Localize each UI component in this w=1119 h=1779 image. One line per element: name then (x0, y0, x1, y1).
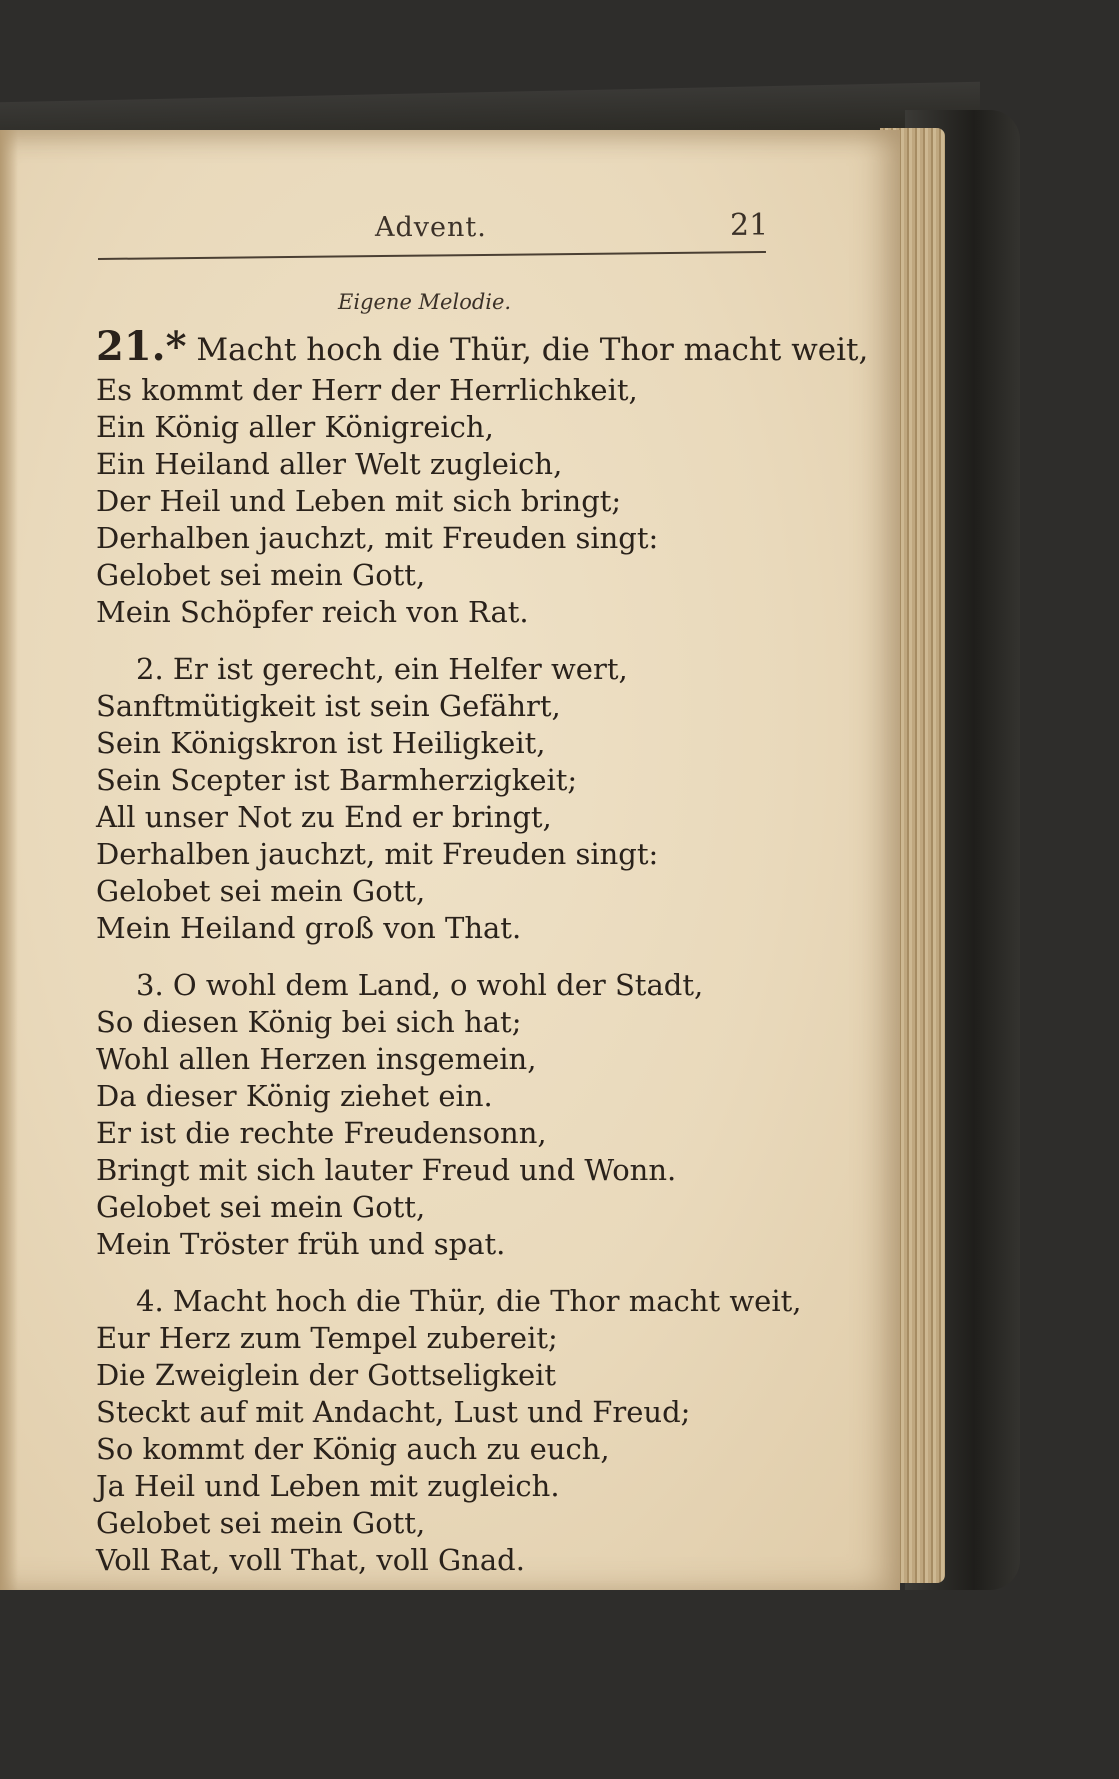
verse-line-text: Gelobet sei mein Gott, (96, 874, 426, 908)
verse-line (96, 1320, 796, 1357)
verse-line (96, 323, 869, 372)
verse-line (96, 1152, 796, 1189)
verse-line (96, 1468, 796, 1505)
verse-line (96, 1115, 796, 1152)
verse-line-text: Sein Königskron ist Heiligkeit, (96, 726, 546, 760)
verse-line-text: Mein Tröster früh und spat. (96, 1227, 506, 1261)
verse-line-text: Es kommt der Herr der Herrlichkeit, (96, 373, 638, 407)
verse-line-text: Sein Scepter ist Barmherzigkeit; (96, 763, 578, 797)
verse-number: 2. (136, 652, 164, 686)
verse-line (96, 1357, 796, 1394)
verse-line (96, 520, 796, 557)
verse-line (96, 836, 796, 873)
verse-line (96, 873, 796, 910)
verse-line (96, 1505, 796, 1542)
verse-line (96, 446, 796, 483)
verse-line-text: Wohl allen Herzen insgemein, (96, 1042, 537, 1076)
verse-line-text: Mein Heiland groß von That. (96, 911, 522, 945)
verse-line-text: So diesen König bei sich hat; (96, 1005, 522, 1039)
verse-line-text: Sanftmütigkeit ist sein Gefährt, (96, 689, 561, 723)
verse-line-text: Da dieser König ziehet ein. (96, 1079, 493, 1113)
verse-line (96, 967, 796, 1004)
verse-line-text: Ein König aller Königreich, (96, 410, 494, 444)
verse-line-text: Der Heil und Leben mit sich bringt; (96, 484, 622, 518)
verse-line (96, 1394, 796, 1431)
verse-line-text: Er ist gerecht, ein Helfer wert, (172, 652, 628, 686)
verse-line (96, 557, 796, 594)
verse-line (96, 910, 796, 947)
verse-line-text: Er ist die rechte Freudensonn, (96, 1116, 547, 1150)
verse (96, 651, 796, 947)
verse-line-text: Gelobet sei mein Gott, (96, 558, 426, 592)
verse-line-text: Ja Heil und Leben mit zugleich. (96, 1469, 560, 1503)
melody-note: Eigene Melodie. (338, 290, 512, 314)
verse-line-text: So kommt der König auch zu euch, (96, 1432, 610, 1466)
verse-line (96, 1004, 796, 1041)
verse-line-text: All unser Not zu End er bringt, (96, 800, 552, 834)
verse-line (96, 1542, 796, 1579)
verse-line (96, 409, 796, 446)
verse-line-text: Steckt auf mit Andacht, Lust und Freud; (96, 1395, 691, 1429)
verse-line-text: Mein Schöpfer reich von Rat. (96, 595, 529, 629)
header-rule (98, 251, 766, 260)
verse-line (96, 688, 796, 725)
verse-line (96, 372, 796, 409)
verse-line (96, 483, 796, 520)
verse-number: 4. (136, 1284, 164, 1318)
page-gutter (0, 130, 18, 1590)
verse-line (96, 762, 796, 799)
verse (96, 323, 869, 631)
verse-line (96, 1041, 796, 1078)
book-page (0, 130, 900, 1590)
verse-number: 3. (136, 968, 164, 1002)
hymn-text (96, 323, 869, 1579)
verse-line-text: Macht hoch die Thür, die Thor macht weit, (172, 1284, 802, 1318)
verse-line-text: Voll Rat, voll That, voll Gnad. (96, 1543, 525, 1577)
verse-line (96, 1226, 796, 1263)
verse-line (96, 1189, 796, 1226)
verse-line (96, 725, 796, 762)
verse-line-text: Derhalben jauchzt, mit Freuden singt: (96, 837, 659, 871)
verse (96, 1283, 802, 1579)
verse-line-text: Macht hoch die Thür, die Thor macht weit, (196, 332, 869, 368)
verse-line (96, 1283, 802, 1320)
verse-line-text: Bringt mit sich lauter Freud und Wonn. (96, 1153, 677, 1187)
verse-line (96, 1431, 796, 1468)
verse-line-text: Gelobet sei mein Gott, (96, 1506, 426, 1540)
verse-line (96, 799, 796, 836)
verse-line (96, 594, 796, 631)
page-number: 21 (730, 208, 769, 243)
hymn-number: 21.* (96, 323, 187, 370)
verse (96, 967, 796, 1263)
verse-line (96, 1078, 796, 1115)
verse-line-text: Derhalben jauchzt, mit Freuden singt: (96, 521, 659, 555)
verse-line-text: Gelobet sei mein Gott, (96, 1190, 426, 1224)
verse-line-text: Die Zweiglein der Gottseligkeit (96, 1358, 557, 1392)
verse-line-text: Ein Heiland aller Welt zugleich, (96, 447, 563, 481)
running-head: Advent. (375, 212, 487, 243)
verse-line-text: Eur Herz zum Tempel zubereit; (96, 1321, 558, 1355)
verse-line (96, 651, 796, 688)
verse-line-text: O wohl dem Land, o wohl der Stadt, (172, 968, 704, 1002)
